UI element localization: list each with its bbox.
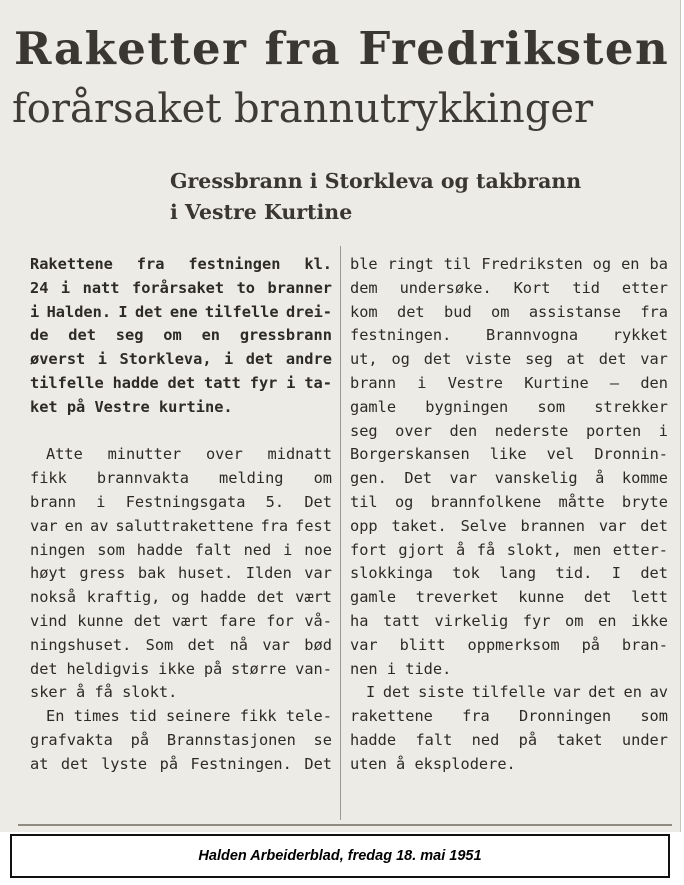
word: Atte <box>46 445 83 464</box>
text-line <box>350 253 668 277</box>
word: natt <box>82 278 120 297</box>
text-line <box>30 610 332 634</box>
word: på <box>159 754 179 773</box>
word: gen. <box>350 469 387 488</box>
word: til <box>443 255 472 273</box>
word: nokså <box>30 588 77 607</box>
word: gress <box>79 564 126 583</box>
word: forårsaket <box>131 278 225 297</box>
word: Det <box>304 754 332 773</box>
text-line <box>350 324 668 348</box>
word: hadde <box>350 730 397 749</box>
text-line <box>350 539 668 563</box>
word: falt <box>194 540 232 559</box>
word: var <box>350 635 378 654</box>
text-line <box>30 705 332 729</box>
text-line <box>30 324 332 348</box>
word: ringt <box>387 255 434 273</box>
word: bud <box>444 302 472 321</box>
word: en <box>201 326 220 345</box>
word: Halden. <box>46 302 112 321</box>
word: brannen <box>520 516 585 535</box>
word: Borgerskansen <box>350 445 470 464</box>
word: var <box>449 469 478 488</box>
word: det <box>68 326 96 345</box>
word: Ilden <box>245 564 292 583</box>
word: det <box>134 302 163 321</box>
word: brannfolkene <box>430 492 542 511</box>
word: Rakettene <box>30 255 113 273</box>
word: gressbrann <box>239 326 332 345</box>
word: kunne <box>77 611 124 630</box>
word: van- <box>295 659 332 678</box>
deck <box>170 166 581 228</box>
word: tid. <box>555 564 593 583</box>
word: to <box>236 278 256 297</box>
word: I <box>366 683 376 702</box>
word: ningshuset. <box>30 635 132 654</box>
word: 5. <box>265 492 285 511</box>
word: vært <box>295 588 332 607</box>
word: fyr <box>249 373 278 392</box>
word: tok <box>452 564 480 583</box>
word: en <box>64 516 84 535</box>
word: — <box>609 373 620 392</box>
word: tilfelle <box>204 302 279 321</box>
word: tilfelle <box>471 683 546 702</box>
word: vå- <box>304 611 332 630</box>
word: opp <box>350 516 378 535</box>
word: Det <box>304 492 332 511</box>
word: fest <box>295 516 332 535</box>
word: fare <box>219 611 256 630</box>
word: nå <box>229 635 248 654</box>
word: ta- <box>304 373 332 392</box>
word: vel <box>546 445 575 464</box>
word: hadde <box>136 540 183 559</box>
word: om <box>163 326 182 345</box>
word: om <box>491 302 510 321</box>
word: Dronningen <box>519 707 612 726</box>
text-line <box>30 634 332 658</box>
word: var <box>262 635 290 654</box>
word: I <box>611 564 621 583</box>
word: å <box>595 469 605 488</box>
caption-box <box>10 834 670 878</box>
word: at <box>30 754 49 773</box>
word: Storkleva, <box>119 350 212 369</box>
text-line <box>350 491 668 515</box>
word: I <box>118 302 128 321</box>
word: etter- <box>612 540 668 559</box>
word: huset. <box>178 564 234 583</box>
text-line <box>30 420 332 444</box>
word: hadde <box>112 373 159 392</box>
text-line <box>350 396 668 420</box>
word: i <box>286 373 296 392</box>
word: måtte <box>558 492 605 511</box>
word: bak <box>137 564 166 583</box>
word: seg <box>115 326 144 345</box>
word: på <box>203 659 223 678</box>
word: det <box>423 350 452 369</box>
word: bryte <box>621 492 668 511</box>
word: ut, <box>350 350 378 369</box>
word: treverket <box>415 588 499 607</box>
word: kraftig, <box>86 588 161 607</box>
text-line: ket på Vestre kurtine. <box>30 397 233 416</box>
text-line: nen i tide. <box>350 659 452 678</box>
word: Kurtine <box>524 373 589 392</box>
text-line <box>30 348 332 372</box>
word: i <box>96 492 106 511</box>
word: de <box>30 326 49 345</box>
word: tilfelle <box>30 373 104 392</box>
word: porten <box>585 421 642 440</box>
word: det <box>187 635 216 654</box>
word: var <box>640 350 668 369</box>
text-line <box>350 420 668 444</box>
word: seg <box>525 350 553 369</box>
word: fra <box>640 302 668 321</box>
word: i <box>658 421 668 440</box>
right-column <box>350 253 668 777</box>
word: i <box>224 350 234 369</box>
word: brannvakta <box>96 469 189 488</box>
word: som <box>537 397 566 416</box>
word: brann <box>30 492 77 511</box>
word: fyr <box>522 611 551 630</box>
text-line <box>350 634 668 658</box>
word: lett <box>631 588 668 607</box>
word: undersøke. <box>399 278 492 297</box>
text-line: uten å eksplodere. <box>350 754 516 773</box>
word: øverst <box>30 350 86 369</box>
word: Festningsgata <box>125 492 246 511</box>
word: på <box>581 635 600 654</box>
word: en <box>623 683 642 702</box>
word: tele- <box>285 707 332 726</box>
word: gamle <box>350 397 397 416</box>
text-line <box>30 253 332 277</box>
word: som <box>97 540 125 559</box>
word: bød <box>304 635 332 654</box>
word: få <box>476 540 496 559</box>
word: og <box>391 350 410 369</box>
text-line <box>350 277 668 301</box>
word: Kort <box>513 278 551 297</box>
word: heldigvis <box>66 659 150 678</box>
word: seg <box>350 421 378 440</box>
word: på <box>130 730 150 749</box>
word: minutter <box>107 445 182 464</box>
text-line <box>350 467 668 491</box>
word: Det <box>404 469 433 488</box>
word: en <box>598 611 617 630</box>
text-line <box>350 681 668 705</box>
word: kl. <box>304 255 332 273</box>
text-line <box>30 729 332 753</box>
word: det <box>583 588 612 607</box>
text-line <box>350 515 668 539</box>
word: En <box>46 707 65 726</box>
word: at <box>566 350 585 369</box>
word: det <box>397 302 425 321</box>
deck-line: Gressbrann i Storkleva og takbrann <box>170 169 582 193</box>
word: ikke <box>631 611 668 630</box>
word: fra <box>260 516 289 535</box>
word: det <box>167 373 196 392</box>
word: bran- <box>621 635 668 654</box>
word: ba <box>649 255 668 273</box>
word: fra <box>136 255 165 273</box>
text-line <box>350 372 668 396</box>
bottom-rule <box>18 824 672 826</box>
word: tid <box>129 707 157 726</box>
word: komme <box>621 469 668 488</box>
word: virkelig <box>434 611 509 630</box>
word: tatt <box>383 611 420 630</box>
text-line <box>350 348 668 372</box>
word: midnatt <box>267 445 332 464</box>
word: ned <box>471 730 500 749</box>
word: se <box>313 730 332 749</box>
word: nederste <box>494 421 569 440</box>
word: fikk <box>239 707 277 726</box>
word: det <box>640 564 668 583</box>
word: om <box>313 469 332 488</box>
word: Vestre <box>447 373 503 392</box>
subheadline: forårsaket brannutrykkinger <box>12 86 594 132</box>
word: men <box>573 540 602 559</box>
word: slokt, <box>506 540 562 559</box>
headline: Raketter fra Fredriksten <box>14 22 670 75</box>
word: taket <box>556 730 603 749</box>
word: bygningen <box>425 397 509 416</box>
word: under <box>621 730 668 749</box>
word: hadde <box>200 588 247 607</box>
word: 24 <box>30 278 49 297</box>
word: falt <box>415 730 453 749</box>
word: i <box>97 350 107 369</box>
word: fort <box>350 540 387 559</box>
word: Som <box>145 635 174 654</box>
word: det <box>245 350 274 369</box>
word: blitt <box>399 635 446 654</box>
word: det <box>588 683 616 702</box>
word: assistanse <box>528 302 621 321</box>
word: tatt <box>204 373 241 392</box>
word: å <box>456 540 466 559</box>
word: i <box>30 302 40 321</box>
word: slokkinga <box>350 564 433 583</box>
word: lyste <box>101 754 148 773</box>
word: det <box>382 683 411 702</box>
text-line <box>30 443 332 467</box>
word: brann <box>350 373 397 392</box>
text-line <box>30 539 332 563</box>
text-line <box>30 372 332 396</box>
word: kunne <box>518 588 565 607</box>
word: var <box>30 516 58 535</box>
word: noe <box>304 540 332 559</box>
word: ningen <box>30 540 86 559</box>
word: over <box>205 445 243 464</box>
word: etter <box>621 278 668 297</box>
word: var <box>598 516 627 535</box>
word: gamle <box>350 588 397 607</box>
word: Festningen. <box>190 754 292 773</box>
word: den <box>449 421 478 440</box>
word: Selve <box>460 516 507 535</box>
text-line <box>350 610 668 634</box>
word: Dronnin- <box>594 445 668 464</box>
word: i <box>417 373 427 392</box>
word: på <box>518 730 538 749</box>
word: oppmerksom <box>467 635 560 654</box>
text-line <box>350 443 668 467</box>
text-line <box>30 515 332 539</box>
word: melding <box>219 469 284 488</box>
word: av <box>90 516 109 535</box>
word: like <box>489 445 527 464</box>
word: Fredriksten <box>481 255 583 273</box>
word: var <box>304 564 332 583</box>
text-line <box>30 277 332 301</box>
text-line <box>350 301 668 325</box>
word: det <box>133 611 162 630</box>
word: siste <box>418 683 465 702</box>
word: i <box>60 278 71 297</box>
word: det <box>30 659 58 678</box>
word: festningen <box>188 255 281 273</box>
word: ha <box>350 611 369 630</box>
word: drei- <box>285 302 332 321</box>
word: rykket <box>612 326 668 345</box>
word: ikke <box>158 659 195 678</box>
word: ene <box>169 302 198 321</box>
word: viste <box>465 350 512 369</box>
word: over <box>395 421 433 440</box>
word: den <box>640 373 668 392</box>
text-line <box>350 729 668 753</box>
word: av <box>649 683 668 702</box>
word: festningen. <box>350 326 452 345</box>
word: som <box>640 707 668 726</box>
word: om <box>565 611 584 630</box>
word: det <box>598 350 627 369</box>
word: vanskelig <box>494 469 578 488</box>
word: og <box>394 492 414 511</box>
word: større <box>231 659 287 678</box>
text-line <box>350 705 668 729</box>
word: branner <box>267 278 332 297</box>
word: Brannvogna <box>485 326 579 345</box>
word: en <box>621 255 640 273</box>
word: gjort <box>398 540 445 559</box>
word: vært <box>171 611 209 630</box>
word: ned <box>243 540 272 559</box>
text-line <box>30 301 332 325</box>
text-line: sker å få slokt. <box>30 683 178 702</box>
word: og <box>592 255 612 273</box>
word: saluttrakettene <box>115 516 254 535</box>
word: dem <box>350 278 378 297</box>
text-line <box>30 753 332 777</box>
text-line <box>30 586 332 610</box>
word: andre <box>285 350 332 369</box>
caption: Halden Arbeiderblad, fredag 18. mai 1951 <box>198 848 482 864</box>
word: i <box>283 540 293 559</box>
word: og <box>171 588 190 607</box>
text-line <box>30 467 332 491</box>
deck-line: i Vestre Kurtine <box>170 200 353 224</box>
word: taket. <box>391 516 447 535</box>
word: kom <box>350 302 378 321</box>
word: lang <box>499 564 537 583</box>
word: Brannstasjonen <box>166 730 296 749</box>
word: til <box>350 492 378 511</box>
word: det <box>60 754 89 773</box>
text-line <box>350 586 668 610</box>
word: det <box>256 588 285 607</box>
word: grafvakta <box>30 730 113 749</box>
word: times <box>73 707 120 726</box>
word: ble <box>350 255 378 273</box>
word: rakettene <box>350 707 433 726</box>
word: høyt <box>30 564 67 583</box>
text-line <box>30 491 332 515</box>
word: fra <box>462 707 490 726</box>
word: vind <box>30 611 67 630</box>
word: for <box>266 611 294 630</box>
word: strekker <box>594 397 668 416</box>
column-divider <box>340 246 341 820</box>
word: det <box>640 516 668 535</box>
word: fikk <box>30 469 67 488</box>
word: tid <box>572 278 600 297</box>
text-line <box>30 658 332 682</box>
text-line <box>30 562 332 586</box>
word: seinere <box>166 707 231 726</box>
text-line <box>350 562 668 586</box>
word: var <box>553 683 581 702</box>
left-column <box>30 253 332 777</box>
